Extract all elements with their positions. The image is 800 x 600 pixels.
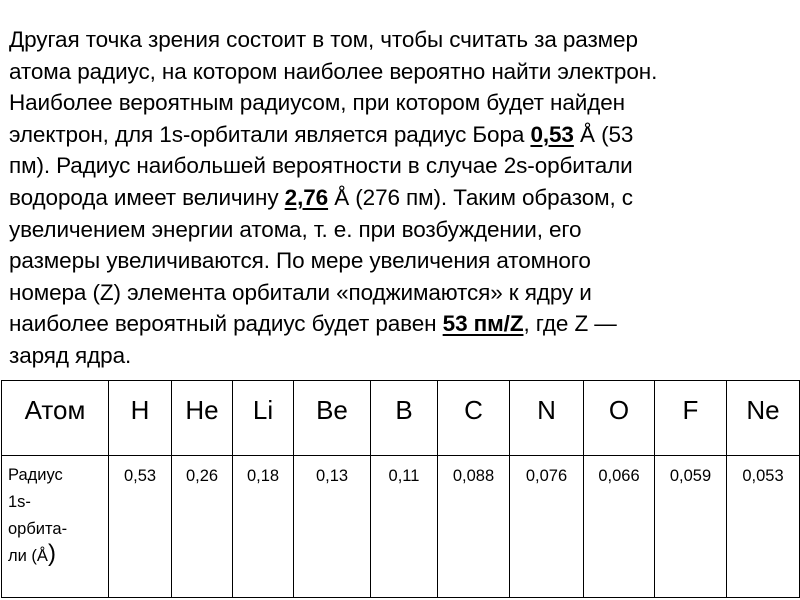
header-cell-atom: Атом [2, 381, 109, 456]
paragraph-line: номера (Z) элемента орбитали «поджимаются» к ядру и [9, 279, 592, 305]
value-cell: 0,066 [584, 456, 655, 598]
radius-table [1, 380, 800, 598]
paragraph-line [9, 182, 794, 214]
main-paragraph [9, 24, 794, 372]
paragraph-text: Å (276 пм). Таким образом, с [328, 184, 633, 210]
paragraph-text: Å (53 [573, 121, 634, 147]
value-cell: 0,13 [294, 456, 371, 598]
value-cell: 0,088 [438, 456, 510, 598]
row-label-text: 1s- [8, 493, 31, 511]
row-label-radius [2, 456, 109, 598]
value-cell: 0,53 [109, 456, 172, 598]
paragraph-line: размеры увеличиваются. По мере увеличения атомного [9, 248, 591, 274]
value-cell: 0,076 [510, 456, 584, 598]
header-cell-element: B [371, 381, 438, 456]
header-cell-element: O [584, 381, 655, 456]
paragraph-line: пм). Радиус наибольшей вероятности в случае 2s-орбитали [9, 153, 633, 179]
value-cell: 0,059 [655, 456, 727, 598]
row-label-unit: ли (Å [8, 547, 48, 565]
value-cell: 0,26 [172, 456, 233, 598]
row-label-paren: ) [47, 540, 56, 567]
paragraph-line: заряд ядра. [9, 342, 132, 368]
paragraph-line: увеличением энергии атома, т. е. при возбуждении, его [9, 216, 582, 242]
row-label-text: Радиус [8, 466, 63, 484]
value-cell: 0,18 [233, 456, 294, 598]
paragraph-line: атома радиус, на котором наиболее вероятно найти электрон. [9, 58, 658, 84]
row-label-text: орбита- [8, 520, 68, 538]
row-label-text [8, 540, 108, 570]
2s-radius-value: 2,76 [284, 184, 329, 210]
paragraph-text: наиболее вероятный радиус будет равен [9, 311, 443, 337]
header-cell-element: He [172, 381, 233, 456]
paragraph-line: Другая точка зрения состоит в том, чтобы считать за размер [9, 27, 638, 52]
header-cell-element: F [655, 381, 727, 456]
table-row-radius [2, 456, 800, 598]
value-cell: 0,11 [371, 456, 438, 598]
header-cell-element: Ne [727, 381, 800, 456]
header-cell-element: H [109, 381, 172, 456]
paragraph-text: водорода имеет величину [9, 184, 285, 210]
value-cell: 0,053 [727, 456, 800, 598]
bohr-radius-value: 0,53 [530, 121, 574, 147]
radius-formula: 53 пм/Z [442, 311, 524, 337]
header-cell-element: N [510, 381, 584, 456]
paragraph-line [9, 119, 794, 151]
header-cell-element: Li [233, 381, 294, 456]
header-cell-element: C [438, 381, 510, 456]
table-header-row [2, 381, 800, 456]
header-cell-element: Be [294, 381, 371, 456]
paragraph-line [9, 308, 794, 340]
paragraph-text: электрон, для 1s-орбитали является радиус Бора [9, 121, 531, 147]
paragraph-line: Наиболее вероятным радиусом, при котором будет найден [9, 90, 625, 116]
paragraph-text: , где Z — [523, 311, 617, 337]
